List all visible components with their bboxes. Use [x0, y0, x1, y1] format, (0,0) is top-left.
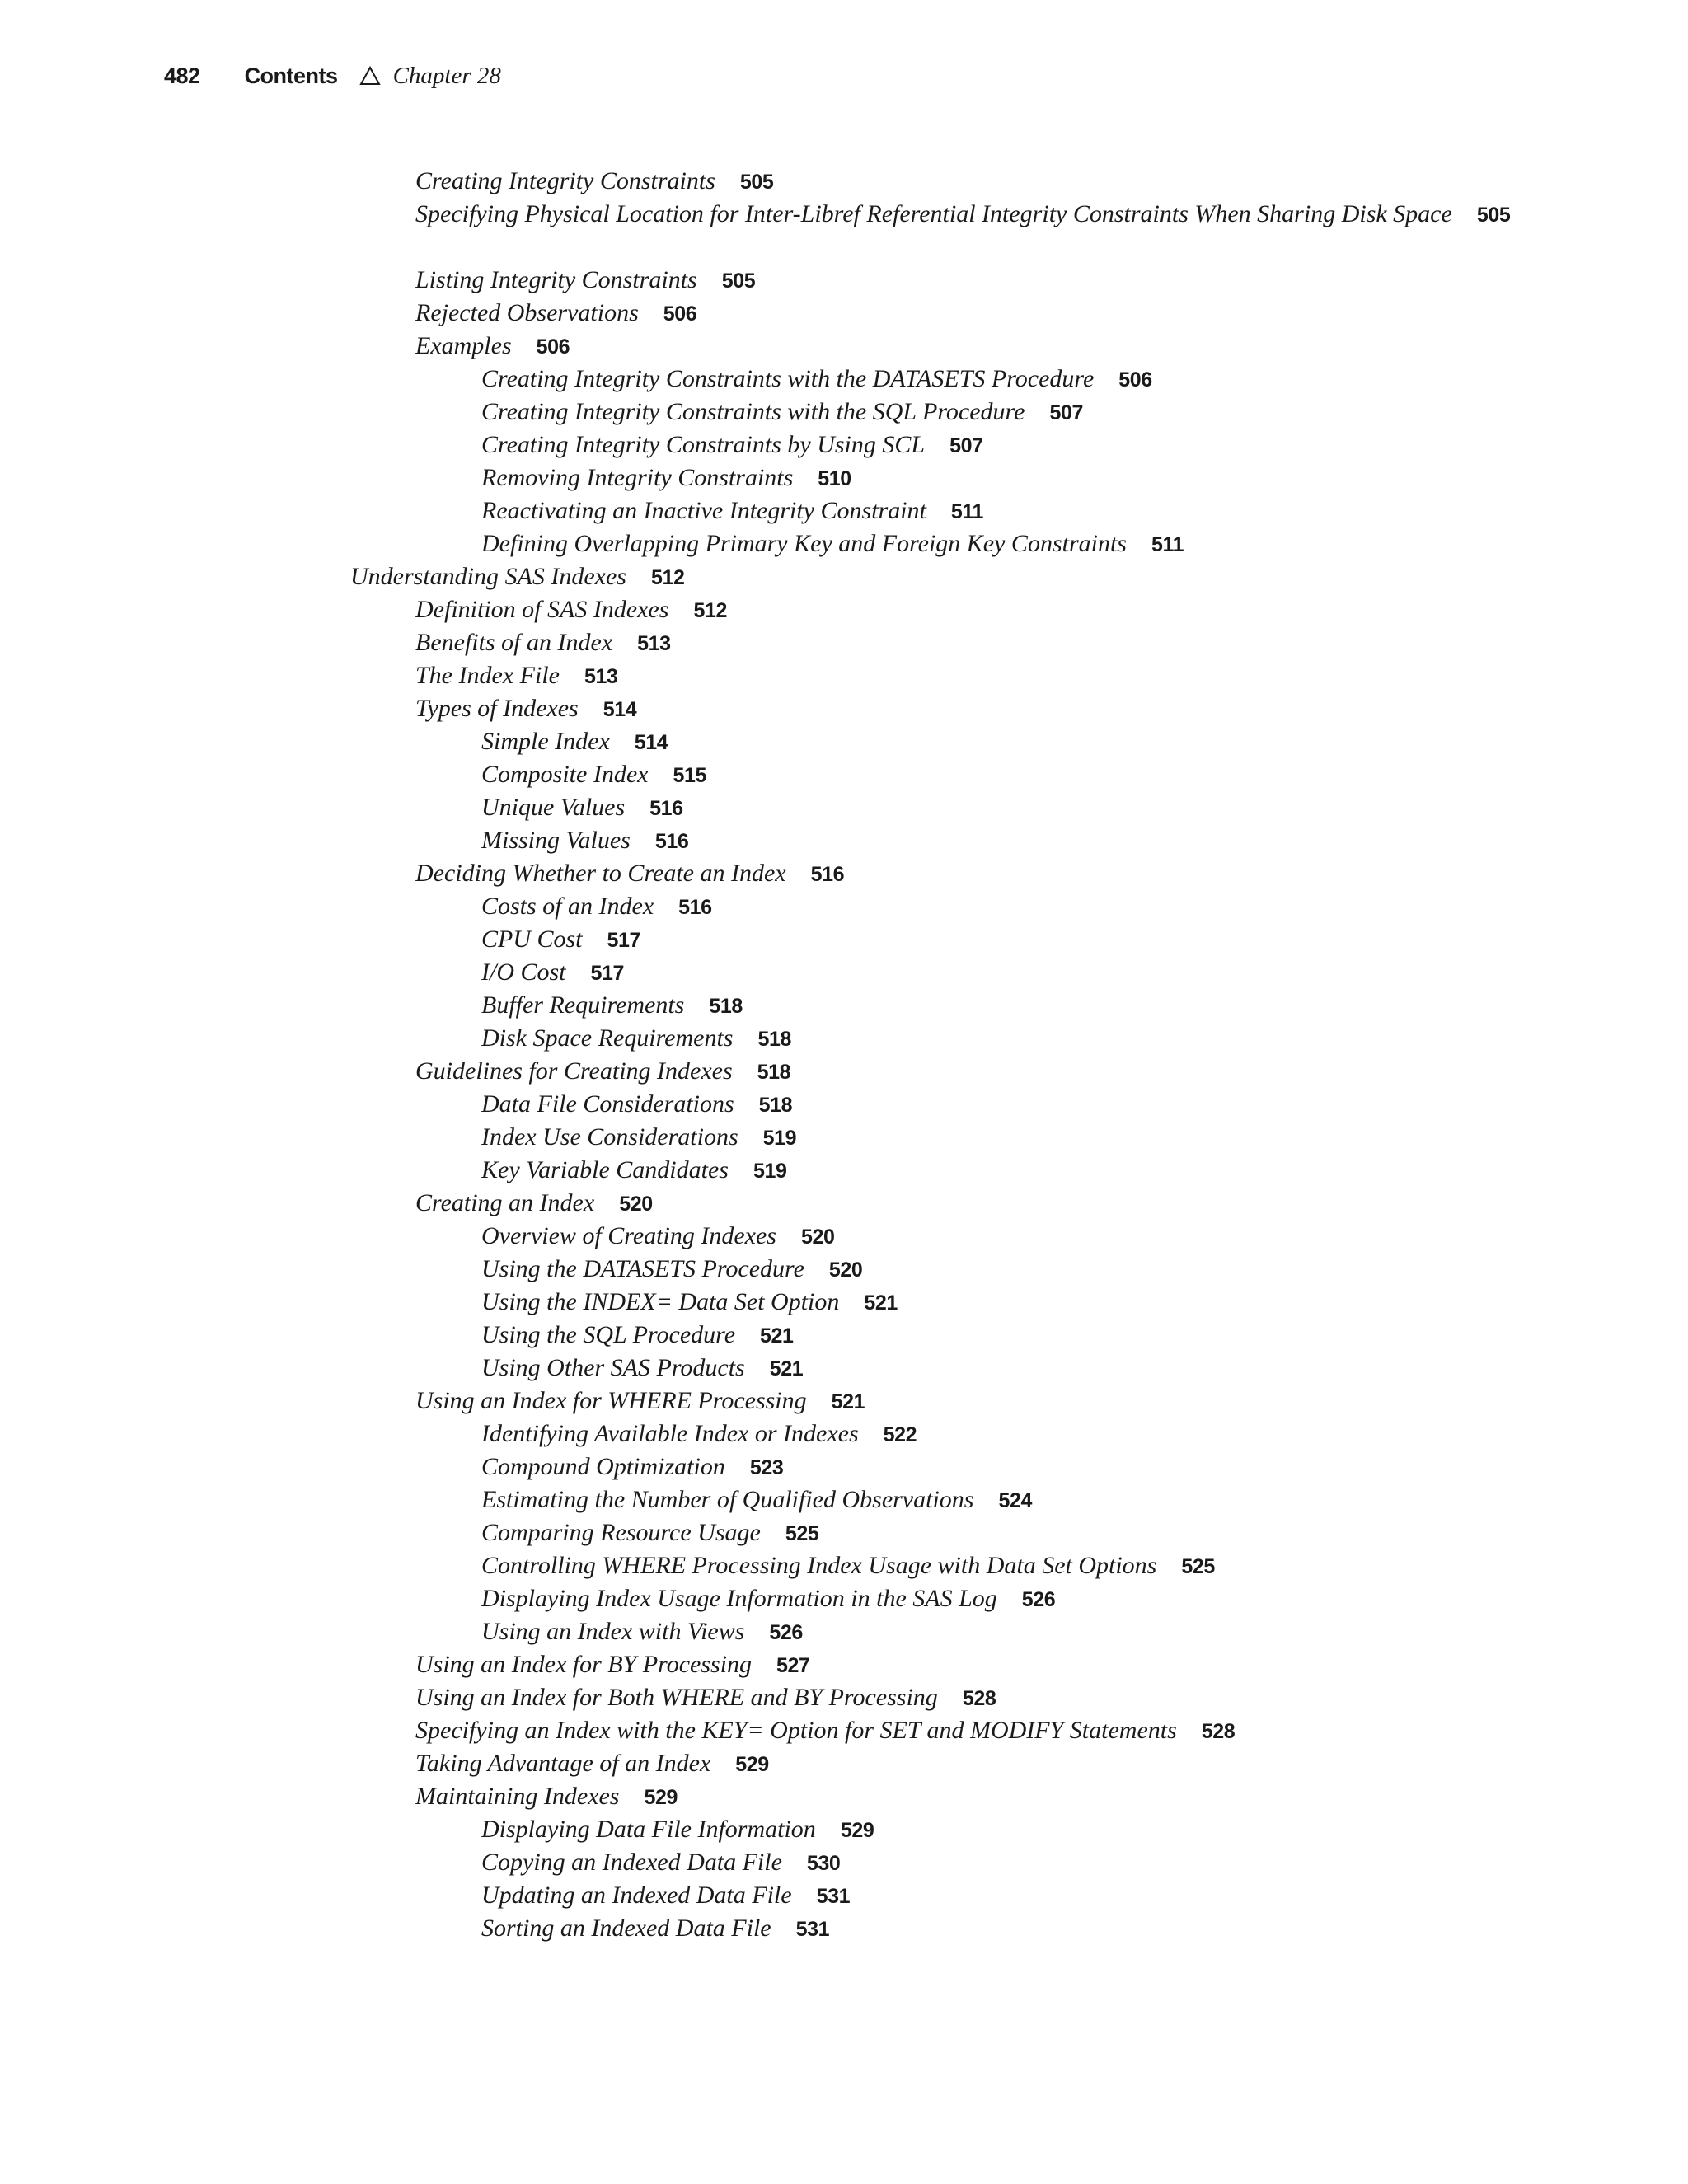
toc-entry-title: Estimating the Number of Qualified Observations — [481, 1486, 974, 1513]
toc-entry-title: Buffer Requirements — [481, 991, 685, 1019]
toc-entry-title: Simple Index — [481, 728, 610, 755]
toc-entry-page: 519 — [762, 1127, 797, 1150]
toc-entry — [0, 494, 1688, 527]
toc-entry-page: 507 — [950, 434, 983, 457]
toc-entry-title: Using an Index for BY Processing — [415, 1651, 753, 1678]
triangle-outline-icon — [359, 66, 381, 86]
toc-entry — [0, 560, 1688, 593]
toc-entry — [0, 297, 1688, 330]
toc-entry-page: 521 — [760, 1324, 794, 1347]
toc-entry — [0, 462, 1688, 494]
toc-entry-page: 514 — [634, 731, 668, 754]
toc-entry-title: Identifying Available Index or Indexes — [481, 1420, 859, 1447]
toc-entry — [0, 1747, 1688, 1780]
toc-entry-title: Comparing Resource Usage — [481, 1519, 761, 1546]
toc-entry — [0, 1220, 1688, 1253]
toc-entry-title: Benefits of an Index — [415, 629, 613, 656]
toc-entry-title: Displaying Index Usage Information in the SAS Log — [481, 1585, 997, 1612]
toc-entry-title: Using an Index with Views — [481, 1618, 745, 1645]
toc-entry — [0, 1615, 1688, 1648]
toc-entry — [0, 1912, 1688, 1945]
toc-entry-title: Using an Index for Both WHERE and BY Processing — [415, 1684, 938, 1711]
toc-entry-title: Costs of an Index — [481, 893, 654, 920]
toc-entry-title: Taking Advantage of an Index — [415, 1750, 711, 1777]
toc-entry — [0, 692, 1688, 725]
toc-entry — [0, 1319, 1688, 1352]
toc-entry-title: Copying an Indexed Data File — [481, 1849, 782, 1876]
toc-entry-title: Compound Optimization — [481, 1453, 725, 1480]
table-of-contents — [0, 165, 1688, 1945]
toc-entry-page: 525 — [1181, 1555, 1215, 1578]
toc-entry-page: 505 — [739, 171, 774, 194]
toc-entry-title: Examples — [415, 332, 512, 359]
toc-entry — [0, 1385, 1688, 1418]
toc-entry-title: Creating Integrity Constraints with the DATASETS Procedure — [481, 365, 1095, 392]
toc-entry-title: Specifying Physical Location for Inter-Libref Referential Integrity Constraints When Sharing Disk Space — [415, 200, 1452, 227]
toc-entry-title: Removing Integrity Constraints — [481, 464, 794, 491]
toc-entry-page: 510 — [818, 467, 851, 490]
toc-entry-page: 530 — [806, 1852, 841, 1875]
toc-entry — [0, 758, 1688, 791]
toc-entry-page: 513 — [584, 665, 618, 688]
toc-entry-title: I/O Cost — [481, 958, 566, 986]
toc-entry-page: 520 — [828, 1258, 863, 1282]
toc-entry-page: 506 — [663, 302, 697, 326]
toc-entry — [0, 1352, 1688, 1385]
toc-entry-page: 528 — [1201, 1720, 1236, 1743]
toc-entry-title: Listing Integrity Constraints — [415, 266, 697, 293]
toc-entry-title: Defining Overlapping Primary Key and Foreign Key Constraints — [481, 530, 1127, 557]
toc-entry-page: 524 — [998, 1489, 1032, 1512]
toc-entry — [0, 923, 1688, 956]
toc-entry-page: 506 — [536, 335, 570, 359]
toc-entry — [0, 1022, 1688, 1055]
toc-entry-page: 518 — [757, 1061, 791, 1084]
toc-entry — [0, 1286, 1688, 1319]
toc-entry — [0, 1681, 1688, 1714]
toc-entry — [0, 527, 1688, 560]
toc-entry — [0, 989, 1688, 1022]
toc-entry — [0, 363, 1688, 396]
toc-entry-page: 520 — [800, 1226, 835, 1249]
toc-entry-title: Using the DATASETS Procedure — [481, 1255, 804, 1282]
toc-entry-title: Using the SQL Procedure — [481, 1321, 736, 1348]
toc-entry-page: 514 — [603, 698, 637, 721]
toc-entry-page: 518 — [757, 1028, 791, 1051]
toc-entry — [0, 1451, 1688, 1483]
page-number: 482 — [164, 63, 200, 88]
toc-entry — [0, 1780, 1688, 1813]
toc-entry — [0, 1549, 1688, 1582]
toc-entry-page: 526 — [769, 1621, 803, 1644]
toc-entry-title: Disk Space Requirements — [481, 1024, 734, 1052]
toc-entry-title: Guidelines for Creating Indexes — [415, 1057, 733, 1085]
toc-entry — [0, 1253, 1688, 1286]
toc-entry-page: 527 — [776, 1654, 810, 1677]
toc-entry — [0, 330, 1688, 363]
toc-entry-title: Missing Values — [481, 827, 631, 854]
toc-entry-title: Creating an Index — [415, 1189, 595, 1216]
toc-entry — [0, 1418, 1688, 1451]
toc-entry-title: Index Use Considerations — [481, 1123, 738, 1151]
toc-entry — [0, 890, 1688, 923]
toc-entry-page: 521 — [769, 1357, 804, 1380]
toc-entry — [0, 1516, 1688, 1549]
toc-entry-page: 506 — [1118, 368, 1152, 391]
toc-entry — [0, 1879, 1688, 1912]
toc-entry — [0, 1846, 1688, 1879]
toc-entry — [0, 1154, 1688, 1187]
toc-entry-page: 526 — [1021, 1588, 1056, 1611]
toc-entry-page: 517 — [607, 929, 641, 952]
toc-entry — [0, 791, 1688, 824]
toc-entry-title: Data File Considerations — [481, 1090, 734, 1118]
toc-entry-page: 521 — [831, 1390, 865, 1413]
toc-entry-title: Key Variable Candidates — [481, 1156, 729, 1183]
toc-entry-page: 516 — [810, 863, 845, 886]
toc-entry-title: CPU Cost — [481, 926, 583, 953]
toc-entry-page: 516 — [654, 830, 689, 853]
toc-entry-title: Definition of SAS Indexes — [415, 596, 669, 623]
toc-entry — [0, 1714, 1688, 1747]
toc-entry-page: 518 — [709, 995, 743, 1018]
toc-entry-page: 523 — [749, 1456, 784, 1479]
toc-entry-title: Using Other SAS Products — [481, 1354, 745, 1381]
toc-entry — [0, 264, 1688, 297]
chapter-title: Chapter 28 — [392, 62, 501, 89]
toc-entry-title: Deciding Whether to Create an Index — [415, 860, 786, 887]
toc-entry-title: Creating Integrity Constraints — [415, 167, 715, 194]
toc-entry-title: Maintaining Indexes — [415, 1783, 620, 1810]
toc-entry-page: 518 — [758, 1094, 793, 1117]
toc-entry-page: 529 — [840, 1819, 874, 1842]
toc-entry — [0, 396, 1688, 429]
toc-entry-page: 507 — [1049, 401, 1083, 424]
toc-entry-page: 521 — [864, 1291, 898, 1315]
toc-entry-page: 528 — [962, 1687, 996, 1710]
toc-entry — [0, 626, 1688, 659]
toc-entry-page: 505 — [721, 269, 756, 293]
toc-entry-page: 517 — [590, 962, 625, 985]
toc-entry — [0, 593, 1688, 626]
toc-entry — [0, 956, 1688, 989]
toc-entry-title: Updating an Indexed Data File — [481, 1882, 792, 1909]
toc-entry-title: Overview of Creating Indexes — [481, 1222, 776, 1249]
toc-entry-title: The Index File — [415, 662, 560, 689]
toc-entry-page: 511 — [950, 500, 984, 523]
toc-entry-page: 511 — [1151, 533, 1184, 556]
toc-entry — [0, 165, 1688, 198]
toc-entry-title: Rejected Observations — [415, 299, 639, 326]
toc-entry-page: 516 — [649, 797, 683, 820]
toc-entry-page: 513 — [637, 632, 671, 655]
toc-entry — [0, 824, 1688, 857]
toc-entry — [0, 198, 1520, 264]
toc-entry-page: 512 — [693, 599, 727, 622]
toc-entry — [0, 429, 1688, 462]
toc-entry-page: 531 — [795, 1918, 830, 1941]
toc-entry-title: Composite Index — [481, 761, 649, 788]
toc-entry-title: Sorting an Indexed Data File — [481, 1915, 771, 1942]
toc-entry — [0, 1187, 1688, 1220]
toc-entry — [0, 659, 1688, 692]
toc-entry-title: Controlling WHERE Processing Index Usage with Data Set Options — [481, 1552, 1157, 1579]
toc-entry-page: 519 — [753, 1160, 787, 1183]
toc-entry-page: 529 — [644, 1786, 678, 1809]
toc-entry — [0, 1648, 1688, 1681]
toc-entry-page: 515 — [673, 764, 706, 787]
toc-entry-title: Unique Values — [481, 794, 626, 821]
toc-entry-page: 516 — [678, 896, 712, 919]
toc-entry — [0, 1813, 1688, 1846]
toc-entry — [0, 1055, 1688, 1088]
toc-entry — [0, 1483, 1688, 1516]
toc-entry-title: Specifying an Index with the KEY= Option for SET and MODIFY Statements — [415, 1717, 1177, 1744]
toc-entry-page: 522 — [883, 1423, 917, 1446]
toc-entry — [0, 857, 1688, 890]
toc-entry — [0, 1121, 1688, 1154]
toc-entry-title: Understanding SAS Indexes — [350, 563, 626, 590]
toc-entry-page: 512 — [650, 566, 685, 589]
toc-entry-title: Using an Index for WHERE Processing — [415, 1387, 807, 1414]
toc-entry-page: 505 — [1476, 204, 1511, 227]
toc-entry-page: 529 — [735, 1753, 769, 1776]
toc-entry — [0, 725, 1688, 758]
section-title: Contents — [244, 63, 338, 88]
toc-entry-title: Types of Indexes — [415, 695, 579, 722]
running-header — [164, 59, 501, 92]
toc-entry — [0, 1582, 1688, 1615]
toc-entry-title: Creating Integrity Constraints with the SQL Procedure — [481, 398, 1025, 425]
toc-entry-title: Using the INDEX= Data Set Option — [481, 1288, 840, 1315]
toc-entry-page: 525 — [785, 1522, 819, 1545]
toc-entry-title: Reactivating an Inactive Integrity Constraint — [481, 497, 926, 524]
toc-entry-title: Displaying Data File Information — [481, 1816, 816, 1843]
toc-entry-page: 520 — [619, 1193, 653, 1216]
toc-entry-page: 531 — [816, 1885, 851, 1908]
toc-entry-title: Creating Integrity Constraints by Using SCL — [481, 431, 926, 458]
toc-entry — [0, 1088, 1688, 1121]
